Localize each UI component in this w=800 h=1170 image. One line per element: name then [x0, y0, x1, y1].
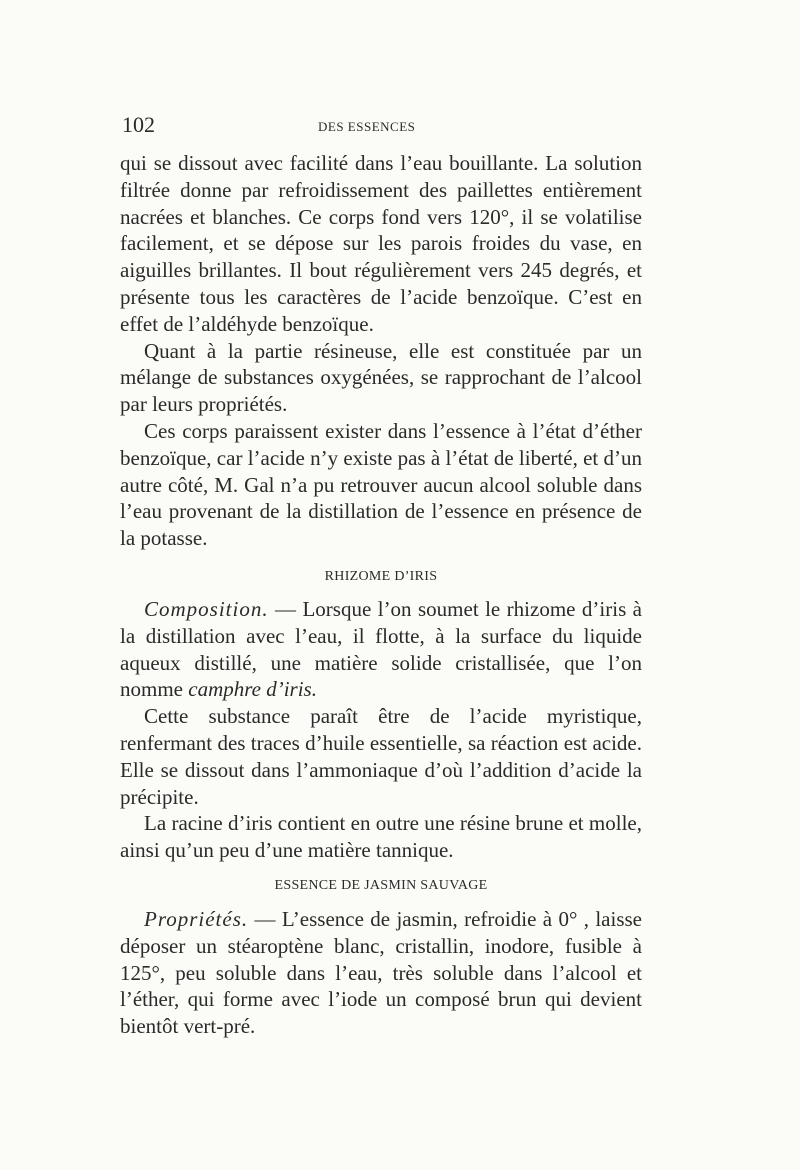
paragraph: qui se dissout avec facilité dans l’eau bouillante. La solution filtrée donne par refroidissement des paillettes entièrement nacrées et blanches. Ce corps fond vers 120°, il se volatilise facilement, et se dépose sur les parois froides du vase, en aiguilles brillantes. Il bout régulièrement vers 245 degrés, et présente tous les caractères de l’acide benzoïque. C’est en effet de l’aldéhyde benzoïque. — [120, 151, 642, 336]
section-heading-jasmin: ESSENCE DE JASMIN SAUVAGE — [274, 878, 488, 893]
paragraph — [120, 596, 642, 703]
section-heading-rhizome-iris: RHIZOME D’IRIS — [324, 569, 438, 584]
running-head — [122, 112, 642, 142]
page-number: 102 — [122, 112, 155, 137]
paragraph — [120, 906, 642, 1040]
em-dash: — — [248, 907, 282, 931]
paragraph-lead: Propriétés. — [144, 907, 249, 931]
paragraph: Ces corps paraissent exister dans l’essence à l’état d’éther benzoïque, car l’acide n’y existe pas à l’état de liberté, et d’un autre côté, M. Gal n’a pu retrouver aucun alcool soluble dans l’eau provenant de la distillation de l’essence en présence de la potasse. — [120, 418, 642, 551]
text-block-jasmin — [120, 906, 642, 1040]
running-title: DES ESSENCES — [318, 119, 416, 134]
em-dash: — — [268, 597, 303, 621]
paragraph-text: L’essence de jasmin, refroidie à 0° , laisse déposer un stéaroptène blanc, cristallin, inodore, fusible à 125°, peu soluble dans l’eau, très soluble dans l’alcool et l’éther, qui forme avec l’iode un composé brun qui devient bientôt vert-pré. — [120, 907, 642, 1039]
paragraph: La racine d’iris contient en outre une résine brune et molle, ainsi qu’un peu d’une matière tannique. — [120, 811, 642, 863]
paragraph-text: Lorsque l’on soumet le rhizome d’iris à la distillation avec l’eau, il flotte, à la surface du liquide aqueux distillé, une matière solide cristallisée, que l’on nomme — [120, 597, 642, 702]
italic-term: camphre d’iris. — [188, 677, 317, 702]
paragraph: Cette substance paraît être de l’acide myristique, renfermant des traces d’huile essentielle, sa réaction est acide. Elle se dissout dans l’ammoniaque d’où l’addition d’acide la précipite. — [120, 704, 642, 809]
paragraph-lead: Composition. — [144, 597, 269, 621]
paragraph: Quant à la partie résineuse, elle est constituée par un mélange de substances oxygénées, se rapprochant de l’alcool par leurs propriétés. — [120, 338, 642, 417]
text-block-intro — [120, 150, 642, 552]
text-block-rhizome-iris — [120, 596, 642, 864]
